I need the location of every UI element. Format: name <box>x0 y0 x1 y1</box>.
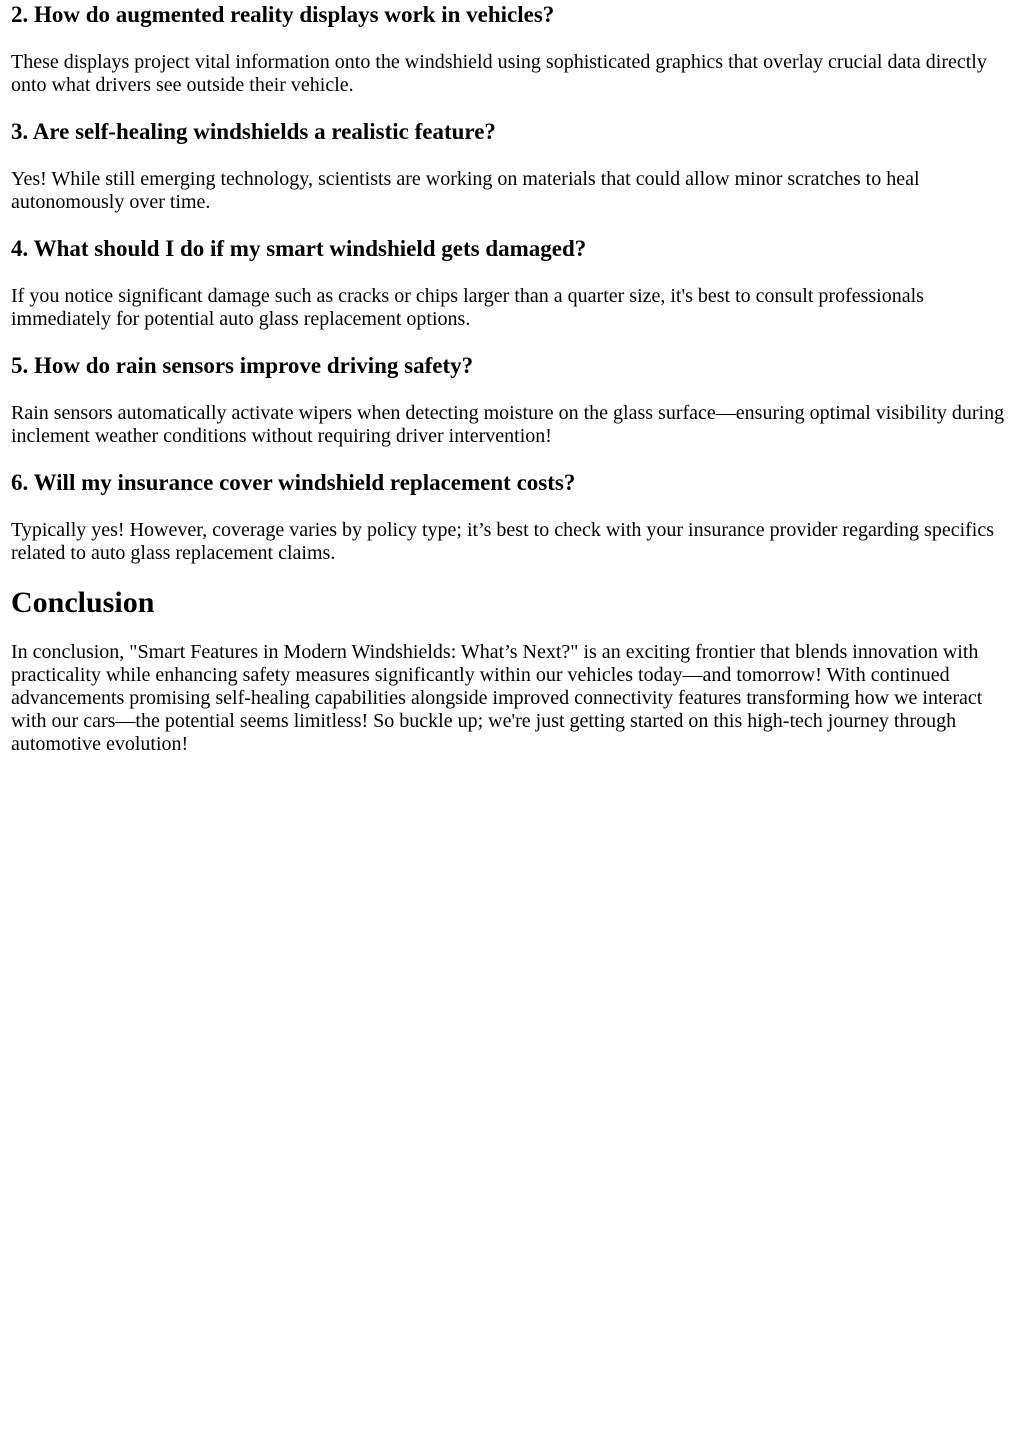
faq-answer: These displays project vital information onto the windshield using sophisticated graphics that overlay crucial data directly onto what drivers see outside their vehicle. <box>11 51 987 96</box>
faq-item <box>11 235 1016 331</box>
faq-item <box>11 0 1016 97</box>
faq-answer: Yes! While still emerging technology, scientists are working on materials that could allow minor scratches to heal autonomously over time. <box>11 168 920 213</box>
faq-question: 3. Are self-healing windshields a realistic feature? <box>11 119 496 144</box>
faq-question: 4. What should I do if my smart windshield gets damaged? <box>11 236 587 261</box>
faq-question: 2. How do augmented reality displays work in vehicles? <box>11 2 555 27</box>
faq-item <box>11 469 1016 565</box>
conclusion-section <box>11 586 1016 756</box>
conclusion-body: In conclusion, "Smart Features in Modern Windshields: What’s Next?" is an exciting frontier that blends innovation with practicality while enhancing safety measures significantly within our vehicles today—and tomorrow! With continued advancements promising self-healing capabilities alongside improved connectivity features transforming how we interact with our cars—the potential seems limitless! So buckle up; we're just getting started on this high-tech journey through automotive evolution! <box>11 641 983 755</box>
faq-item <box>11 118 1016 214</box>
faq-question: 6. Will my insurance cover windshield replacement costs? <box>11 470 576 495</box>
faq-question: 5. How do rain sensors improve driving safety? <box>11 353 474 378</box>
conclusion-heading: Conclusion <box>11 586 155 619</box>
faq-answer: If you notice significant damage such as cracks or chips larger than a quarter size, it's best to consult professionals immediately for potential auto glass replacement options. <box>11 285 924 330</box>
faq-list <box>11 0 1016 565</box>
faq-answer: Typically yes! However, coverage varies by policy type; it’s best to check with your insurance provider regarding specifics related to auto glass replacement claims. <box>11 519 995 564</box>
faq-item <box>11 352 1016 448</box>
faq-answer: Rain sensors automatically activate wipers when detecting moisture on the glass surface—ensuring optimal visibility during inclement weather conditions without requiring driver intervention! <box>11 402 1005 447</box>
